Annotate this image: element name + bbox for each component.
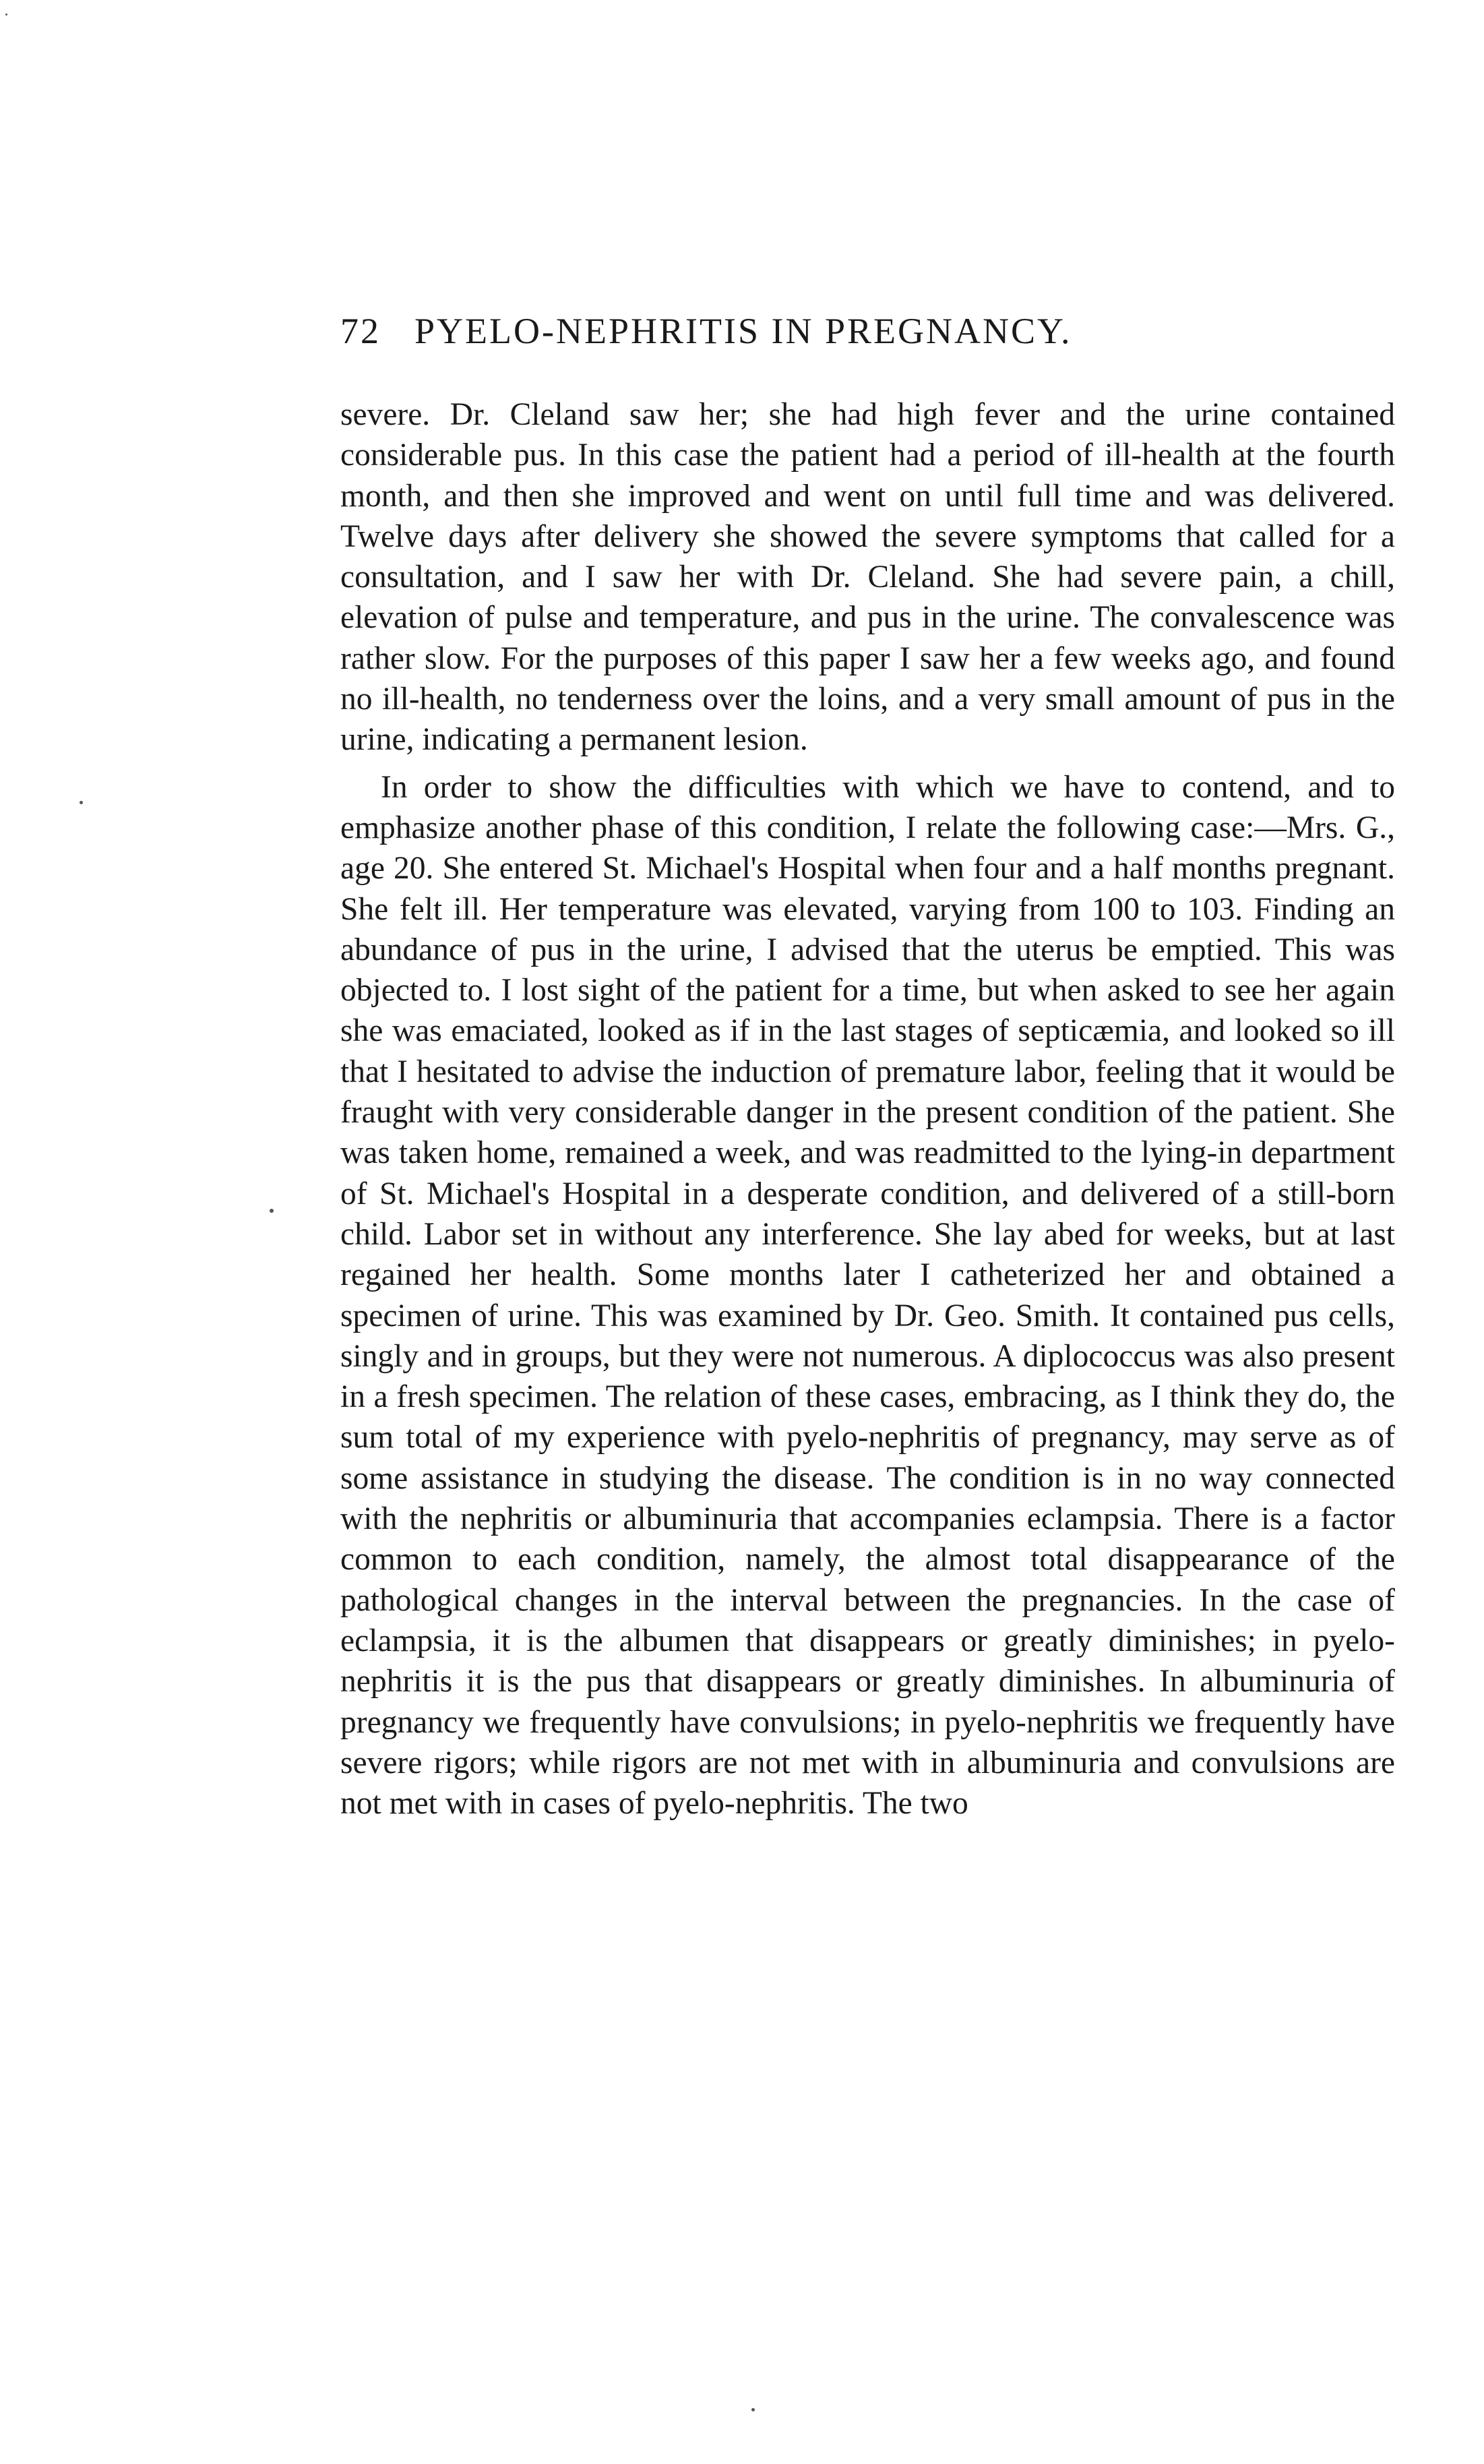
paragraph: severe. Dr. Cleland saw her; she had high fever and the urine contained considerable pus. In this case the patient had a period of ill-health at the fourth month, and then she improved and went on until full time and was delivered. Twelve days after delivery she showed the severe symptoms that called for a consultation, and I saw her with Dr. Cleland. She had severe pain, a chill, elevation of pulse and temperature, and pus in the urine. The convalescence was rather slow. For the purposes of this paper I saw her a few weeks ago, and found no ill-health, no tenderness over the loins, and a very small amount of pus in the urine, indicating a permanent lesion. — [340, 397, 1395, 758]
speck-mark — [5, 13, 7, 16]
page-header — [340, 310, 1392, 364]
running-title: PYELO-NEPHRITIS IN PREGNANCY. — [414, 311, 1072, 351]
body-text — [340, 394, 1395, 1830]
page-number: 72 — [340, 311, 381, 351]
speck-mark — [270, 1209, 274, 1213]
speck-mark — [80, 801, 83, 804]
paragraph: In order to show the difficulties with which we have to contend, and to emphasize another phase of this condition, I relate the following case:—Mrs. G., age 20. She entered St. Michael's Hospital when four and a half months pregnant. She felt ill. Her temperature was elevated, varying from 100 to 103. Finding an abundance of pus in the urine, I advised that the uterus be emptied. This was objected to. I lost sight of the patient for a time, but when asked to see her again she was emaciated, looked as if in the last stages of septicæmia, and looked so ill that I hesitated to advise the induction of premature labor, feeling that it would be fraught with very considerable danger in the present condition of the patient. She was taken home, remained a week, and was readmitted to the lying-in department of St. Michael's Hospital in a desperate condition, and delivered of a still-born child. Labor set in without any interference. She lay abed for weeks, but at last regained her health. Some months later I catheterized her and obtained a specimen of urine. This was examined by Dr. Geo. Smith. It contained pus cells, singly and in groups, but they were not numerous. A diplococcus was also present in a fresh specimen. The relation of these cases, embracing, as I think they do, the sum total of my experience with pyelo-nephritis of pregnancy, may serve as of some assistance in studying the disease. The condition is in no way connected with the nephritis or albuminuria that accompanies eclampsia. There is a factor common to each condition, namely, the almost total disappearance of the pathological changes in the interval between the pregnancies. In the case of eclampsia, it is the albumen that disappears or greatly diminishes; in pyelo-nephritis it is the pus that disappears or greatly diminishes. In albuminuria of pregnancy we frequently have convulsions; in pyelo-nephritis we frequently have severe rigors; while rigors are not met with in albuminuria and convulsions are not met with in cases of pyelo-nephritis. The two — [340, 769, 1395, 1822]
speck-mark — [751, 2408, 755, 2411]
